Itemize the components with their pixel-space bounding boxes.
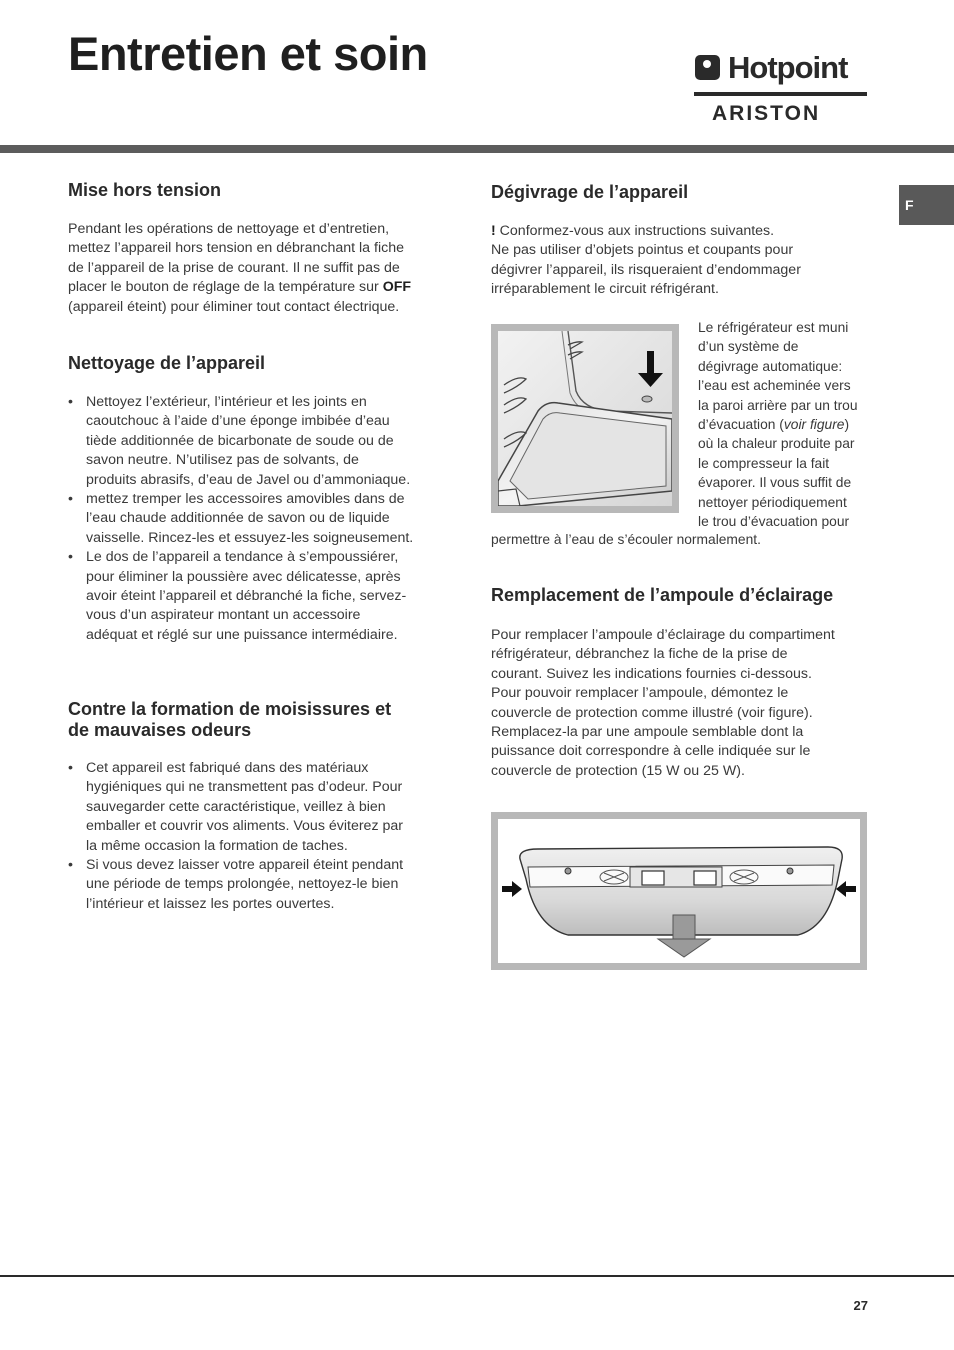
text-line — [698, 415, 873, 434]
text-line: où la chaleur produite par — [698, 436, 855, 452]
defrost-figure — [491, 324, 679, 513]
header-rule — [0, 145, 954, 153]
brand-mark-icon — [695, 55, 720, 80]
text-line: courant. Suivez les indications fournies ci-dessous. — [491, 665, 812, 682]
off-keyword: OFF — [382, 279, 412, 296]
text-line: mettez l’appareil hors tension en débranchant la fiche — [68, 240, 404, 257]
page-title: Entretien et soin — [68, 27, 428, 80]
fridge-interior-illustration — [498, 331, 672, 506]
brand-logo — [694, 50, 868, 126]
page-number: 27 — [853, 1298, 868, 1313]
text-line: Pour remplacer l’ampoule d’éclairage du compartiment — [491, 627, 835, 643]
text-line: puissance doit correspondre à celle indiquée sur le — [491, 743, 811, 760]
text-line: dégivrer l’appareil, ils risqueraient d’endommager — [491, 261, 801, 278]
bulb-paragraph — [491, 626, 876, 781]
text-line: réfrigérateur, débranchez la fiche de la prise de — [491, 646, 788, 663]
footer-rule — [0, 1275, 954, 1277]
text-line: Le réfrigérateur est muni — [698, 320, 849, 335]
list-item: • Le dos de l’appareil a tendance à s’empoussiérer, pour éliminer la poussière avec délicatesse, après avoir éteint l’appareil et débranché la fiche, servez- vous d’un aspirateur montant un accessoire adéquat et réglé sur une puissance intermédiaire. — [68, 548, 453, 645]
defrost-side-text — [698, 318, 873, 531]
text-line: la paroi arrière par un trou — [698, 397, 858, 413]
text-line: Remplacez-la par une ampoule semblable dont la — [491, 724, 804, 741]
list-item: • Nettoyez l’extérieur, l’intérieur et les joints en caoutchouc à l’aide d’une éponge imbibée d’eau tiède additionnée de bicarbonate de soude ou de savon neutre. N’utilisez pas de solvants, de produits abrasifs, d’eau de Javel ou d’ammoniaque. — [68, 393, 453, 490]
text-line — [491, 222, 871, 241]
text-line: le trou d’évacuation pour — [698, 514, 850, 530]
text-line: l’eau est acheminée vers — [698, 378, 851, 394]
brand-sub: ARISTON — [712, 102, 821, 125]
text-line — [68, 278, 448, 297]
cleaning-list — [68, 393, 453, 645]
section-heading-mould — [68, 699, 391, 741]
text-line: couvercle de protection comme illustré (voir figure). — [491, 704, 813, 721]
list-item: • Cet appareil est fabriqué dans des matériaux hygiéniques qui ne transmettent pas d’odeur. Pour sauvegarder cette caractéristique, veillez à bien emballer et couvrir vos aliments. Vous éviterez par la même occasion la formation de taches. — [68, 759, 453, 856]
power-off-paragraph — [68, 220, 448, 317]
section-heading-defrost: Dégivrage de l’appareil — [491, 182, 689, 202]
warning-mark: ! — [491, 223, 496, 239]
defrost-last-line: permettre à l’eau de s’écouler normalement. — [491, 532, 761, 547]
light-cover-illustration — [498, 819, 860, 963]
bulb-figure — [491, 812, 867, 970]
brand-divider — [694, 92, 867, 96]
list-item: • mettez tremper les accessoires amovibles dans de l’eau chaude additionnée de savon ou de liquide vaisselle. Rincez-les et essuyez-les soigneusement. — [68, 490, 453, 548]
heading-line: de mauvaises odeurs — [68, 720, 252, 740]
mould-list — [68, 759, 453, 914]
language-tab: F — [899, 185, 954, 225]
text-fragment: ) — [844, 417, 850, 433]
text-line: d’un système de — [698, 339, 799, 355]
heading-line: Contre la formation de moisissures et — [68, 699, 392, 719]
see-figure-italic: voir figure — [783, 417, 845, 433]
text-line: dégivrage automatique: — [698, 358, 843, 374]
text-line: Pour pouvoir remplacer l’ampoule, démontez le — [491, 685, 789, 702]
text-fragment: Conformez-vous aux instructions suivantes. — [495, 223, 775, 239]
text-line: Ne pas utiliser d’objets pointus et coupants pour — [491, 242, 794, 259]
text-line: nettoyer périodiquement — [698, 494, 847, 510]
text-line: Pendant les opérations de nettoyage et d’entretien, — [68, 221, 390, 237]
text-fragment: d’évacuation ( — [698, 417, 784, 433]
text-line: de l’appareil de la prise de courant. Il ne suffit pas de — [68, 259, 400, 276]
section-heading-bulb: Remplacement de l’ampoule d’éclairage — [491, 585, 834, 605]
text-line: évaporer. Il vous suffit de — [698, 475, 852, 491]
defrost-paragraph — [491, 222, 871, 300]
text-line: (appareil éteint) pour éliminer tout contact électrique. — [68, 298, 400, 315]
section-heading-cleaning: Nettoyage de l’appareil — [68, 353, 266, 373]
text-line: couvercle de protection (15 W ou 25 W). — [491, 762, 745, 779]
text-line: le compresseur la fait — [698, 455, 830, 471]
list-item: • Si vous devez laisser votre appareil éteint pendant une période de temps prolongée, nettoyez-le bien l’intérieur et laissez les portes ouvertes. — [68, 856, 453, 914]
section-heading-power-off: Mise hors tension — [68, 180, 222, 200]
text-line: irréparablement le circuit réfrigérant. — [491, 281, 719, 298]
text-fragment: placer le bouton de réglage de la température sur — [68, 279, 383, 296]
brand-name: Hotpoint — [728, 50, 848, 85]
